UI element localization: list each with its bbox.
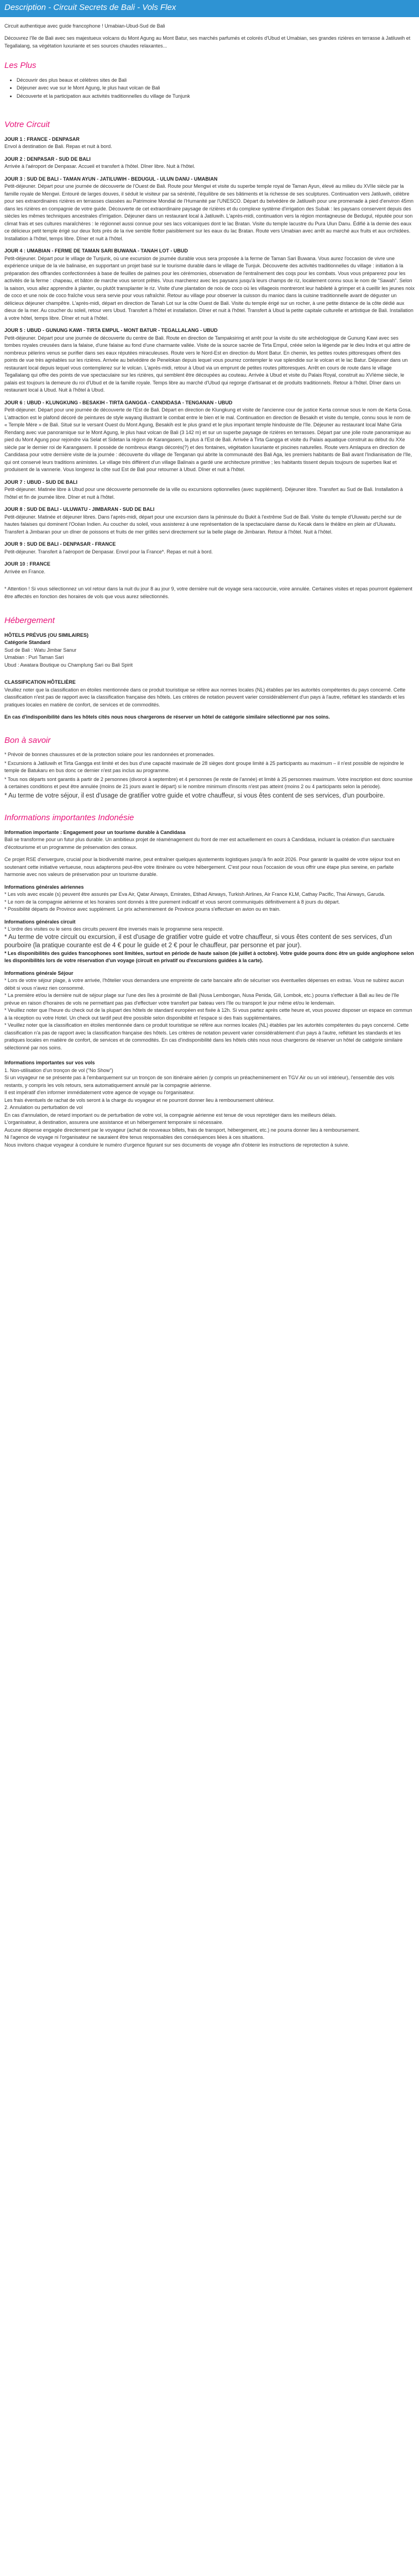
day-title: JOUR 2 : DENPASAR - SUD DE BALI bbox=[4, 156, 91, 162]
day-block bbox=[4, 327, 415, 394]
day-text: Petit-déjeuner. Départ pour une journée de découverte de l'Ouest de Bali. Route pour Mengwi et visite du superbe temple royal de Taman Ayun, élevé au milieu du XVIIe siècle par la famille royale de Mengwi. Entouré de larges douves, il séduit le visiteur par sa sérénité, l'équilibre de ses bâtiments et la richesse de ses sculptures. Continuation vers Jatiluwih, célèbre pour ses extraordinaires rizières en terrasses classées au Patrimoine Mondial de l'Humanité par l'UNESCO. Départ du belvédère de Jatiluwih pour une promenade à pied d'environ 45mn dans les rizières en compagnie de votre guide. Découverte de cet extraordinaire paysage de rizières et du complexe système d'irrigation des Subak : les paysans conservent depuis des siècles les mêmes techniques ancestrales d'irrigation. Déjeuner dans un restaurant local à Jatiluwih. L'après-midi, continuation vers la région montagneuse de Bedugul, réputée pour son climat frais et ses cultures maraîchères : le régionnel aussi connue pour ses lacs volcaniques dont le lac Bratan. Visite du temple lacustre du Pura Ulun Danu. Édifié à la demie des eaux ce délicieux petit temple érigé sur deux îlots près de la rive semble flotter paisiblement sur les eaux du lac Bratan. Route vers Umabian avec arrêt au marché aux fruits et aux orchidées. Installation à l'hôtel, temps libre. Dîner et nuit à l'hôtel. bbox=[4, 183, 414, 241]
day-text: Petit-déjeuner. Départ pour une journée de découverte du centre de Bali. Route en direction de Tampaksiring et arrêt pour la visite du site archéologique de Gunung Kawi avec ses tombes royales creusées dans la falaise, d'une falaise au fond d'une charmante vallée. Visite de la source sacrée de Tirta Empul, créée selon la légende par le dieu Indra et qui attire de nombreux pèlerins venus se purifier dans ses eaux réputées miraculeuses. Route vers le Nord-Est en direction du Mont Batur. En chemin, les petites routes pittoresques offrent des points de vue très agréables sur les rizières. Arrivée au belvédère de Penelokan depuis lequel vous pourrez contempler le vue splendide sur le volcan et le lac Batur. Déjeuner dans un restaurant local depuis lequel vous contemplerez sur le volcan. L'après-midi, retour à Ubud via un emprunt de petites routes pittoresques. Arrêt en cours de route dans le village Tegallalang qui offre des points de vue spectaculaire sur les rizières, qui semblent être découpées au couteau. Arrivée à Ubud et visite du Palais Royal, construit au XVIème siècle, le palais est toujours la demeure du roi d'Ubud et de la famille royale. Temps libre au marché d'Ubud qui regorge d'artisanat et de produits traditionnels. Retour à l'hôtel. Dîner dans un restaurant local à Ubud. Nuit à l'hôtel à Ubud. bbox=[4, 335, 411, 393]
intro-subtitle: Circuit authentique avec guide francophone ! Umabian-Ubud-Sud de Bali bbox=[4, 23, 165, 29]
intro-description: Découvrez l'île de Bali avec ses majestueux volcans du Mont Agung au Mont Batur, ses marchés parfumés et colorés d'Ubud et Umabian, ses grandes rizières en terrasse à Jatiluwih et Tegallalang, sa végétation luxuriante et ses sources chaudes relaxantes... bbox=[4, 35, 411, 49]
day-block bbox=[4, 399, 415, 474]
plus-list bbox=[4, 77, 415, 101]
list-item: • Déjeuner avec vue sur le Mont Agung, le plus haut volcan de Bali bbox=[17, 85, 415, 92]
availability-note-bold: En cas d'indisponibilité dans les hôtels cités nous nous chargerons de réserver un hôtel de catégorie similaire sélectionné par nos soins. bbox=[4, 714, 330, 720]
day-text: Arrivée en France. bbox=[4, 568, 46, 574]
day-text: Arrivée à l'aéroport de Denpasar. Accueil et transfert à l'hôtel. Dîner libre. Nuit à l'hôtel. bbox=[4, 163, 195, 169]
page-title: Description - Circuit Secrets de Bali - Vols Flex bbox=[0, 0, 419, 17]
flight-warning-note: * Attention ! Si vous sélectionnez un vol retour dans la nuit du jour 8 au jour 9, votre dernière nuit de voyage sera raccourcie, voire annulée. Certaines visites et repas pourront également être affectés en fonction des horaires de vols que vous aurez sélectionnés. bbox=[4, 586, 412, 599]
day-title: JOUR 9 : SUD DE BALI - DENPASAR - FRANCE bbox=[4, 541, 116, 547]
day-block bbox=[4, 479, 415, 502]
availability-note bbox=[4, 714, 415, 721]
circuits-tip-text: * Au terme de votre circuit ou excursion, il est d'usage de gratifier votre guide et votre chauffeur, si vous êtes content de ses services, d'un pourboire (la pratique courante est de 4 € pour le guide et 2 € pour le chauffeur, par personne et par jour). bbox=[4, 933, 392, 949]
tip-text: * Excursions à Jatiluwih et Tirta Gangga est limité et des bus d'une capacité maximale de 28 sièges dont groupe limité à 25 participants au maximum – il n'est possible de rejoindre le temple de Batukaru en bus donc ce dernier n'est pas inclus au programme. bbox=[4, 760, 404, 773]
circuits-title: Informations générales circuit bbox=[4, 919, 76, 925]
day-title: JOUR 6 : UBUD - KLUNGKUNG - BESAKIH - TIRTA GANGGA - CANDIDASA - TENGANAN - UBUD bbox=[4, 399, 233, 405]
day-title: JOUR 5 : UBUD - GUNUNG KAWI - TIRTA EMPUL - MONT BATUR - TEGALLALANG - UBUD bbox=[4, 328, 218, 333]
durable-text: Bali se transforme pour un futur plus durable. Un ambitieux projet de réaménagement du front de mer est actuellement en cours à Candidasa, incluant la création d'un sanctuaire d'écotourisme et un programme de préservation des coraux. bbox=[4, 837, 395, 850]
day-block bbox=[4, 561, 415, 576]
hotel-line: Umabian : Puri Taman Sari bbox=[4, 654, 64, 660]
day-title: JOUR 10 : FRANCE bbox=[4, 561, 51, 567]
projet-text: Ce projet RSE d'envergure, crucial pour la biodiversité marine, peut entraîner quelques ajustements logistiques jusqu'à fin août 2026. Pour garantir la qualité de votre séjour tout en soutenant cette initiative vertueuse, nous adapterons peut-être votre itinéraire ou votre hébergement. C'est pour nous l'occasion de vous offrir une étape plus sereine, en parfaite harmonie avec nos valeurs de préservation pour un tourisme durable. bbox=[4, 857, 400, 878]
day-title: JOUR 3 : SUD DE BALI - TAMAN AYUN - JATILUWIH - BEDUGUL - ULUN DANU - UMABIAN bbox=[4, 176, 218, 182]
day-text: Petit-déjeuner. Transfert à l'aéroport de Denpasar. Envol pour la France*. Repas et nuit à bord. bbox=[4, 548, 213, 555]
day-title: JOUR 7 : UBUD - SUD DE BALI bbox=[4, 479, 78, 485]
vols-title: Informations importantes sur vos vols bbox=[4, 1060, 95, 1066]
hotels-category: Catégorie Standard bbox=[4, 640, 51, 645]
hotel-line: Ubud : Awatara Boutique ou Champlung Sari ou Bali Spirit bbox=[4, 662, 133, 668]
section-heading-hebergement: Hébergement bbox=[4, 616, 55, 625]
tip-text: * Au terme de votre séjour, il est d'usage de gratifier votre guide et votre chauffeur, si vous êtes content de ses services, d'un pourboire. bbox=[4, 792, 385, 799]
section-heading-circuit: Votre Circuit bbox=[4, 120, 50, 129]
circuits-guides-note bbox=[4, 950, 415, 965]
hotels-title: HÔTELS PRÉVUS (OU SIMILAIRES) bbox=[4, 632, 89, 638]
day-title: JOUR 1 : FRANCE - DENPASAR bbox=[4, 136, 80, 142]
day-text: Envol à destination de Bali. Repas et nuit à bord. bbox=[4, 144, 112, 149]
sejour-title: Informations générale Séjour bbox=[4, 970, 74, 976]
tip-text: * Tous nos départs sont garantis à partir de 2 personnes (divorcé à septembre) et 4 personnes (le reste de l'année) et limité à 25 personnes maximum. Votre inscription est donc soumise à certaines conditions et peut être annulée (moins de 21 jours avant le départ) si le nombre minimum d'inscrits n'est pas atteint (moins 2 ou 4 participants selon la période). bbox=[4, 776, 413, 789]
day-block bbox=[4, 541, 415, 556]
section-heading-infos: Informations importantes Indonésie bbox=[4, 813, 134, 823]
day-block bbox=[4, 176, 415, 243]
vols-text: 1. Non-utilisation d'un tronçon de vol ("No Show") Si un voyageur ne se présente pas à l'embarquement sur un tronçon de son itinéraire aérien (y compris un préacheminement en TGV Air ou un vol intérieur), l'ensemble des vols restants, y compris les vols retours, sera automatiquement annulé par la compagnie aérienne. Il est impératif d'en informer immédiatement votre agence de voyage ou l'organisateur. Les frais éventuels de rachat de vols seront à la charge du voyageur et ne pourront donner lieu à remboursement ultérieur. 2. Annulation ou perturbation de vol En cas d'annulation, de retard important ou de perturbation de votre vol, la compagnie aérienne est tenue de vous reprotéger dans les meilleurs délais. L'organisateur, à destination, assurera une assistance et un hébergement temporaire si nécessaire. Aucune dépense engagée directement par le voyageur (achat de nouveaux billets, frais de transport, hébergement, etc.) ne pourra donner lieu à remboursement. Ni l'agence de voyage ni l'organisateur ne sauraient être tenus responsables des conséquences liées à ces situations. Nous invitons chaque voyageur à conduire le numéro d'urgence figurant sur ses documents de voyage afin d'obtenir les instructions de reprotection à suivre. bbox=[4, 1067, 395, 1148]
circuits-text: * L'ordre des visites ou le sens des circuits peuvent être inversés mais le programme sera respecté. bbox=[4, 926, 224, 932]
main-content bbox=[0, 23, 419, 1149]
vol-title: Informations générales aériennes bbox=[4, 884, 84, 890]
classification-title: CLASSIFICATION HÔTELIÈRE bbox=[4, 679, 76, 685]
day-block bbox=[4, 247, 415, 322]
sejour-text: * Lors de votre séjour plage, à votre arrivée, l'hôtelier vous demandera une empreinte de carte bancaire afin de sécuriser vos éventuelles dépenses en extras. Vous ne subirez aucun débit si vous n'avez rien consommé. * La première et/ou la dernière nuit de séjour plage sur l'une des îles à proximité de Bali (Nusa Lembongan, Nusa Penida, Gili, Lombok, etc.) pourra s'effectuer à Bali au lieu de l'île prévue en raison d'horaires de vols ne permettant pas pas d'effectuer votre transfert par bateau vers l'île ou transport le jour même et/ou le lendemain. * Veuillez noter que l'heure du check out de la plupart des hôtels de standard européen est fixée à 12h. Si vous partez après cette heure et, vous pouvez disposer un espace en commun à la réception ou votre Hotel. Un check out tardif peut être possible selon disponibilité et l'espace si des frais supplémentaires. * Veuillez noter que la classification en étoiles mentionnée dans ce produit touristique se réfère aux normes locales (NL) établies par les autorités compétentes du pays concerné. Cette classification n'a pas de rapport avec la classification française des hôtels. Les critères de notation peuvent varier considérablement d'un pays à l'autre, reflétant les standards et les pratiques locales en matière de confort, de services et de commodités. En cas d'indisponibilité dans les hôtels cités nous nous chargerons de réserver un hôtel de catégorie similaire sélectionné par nos soins. bbox=[4, 978, 412, 1051]
day-text: Petit-déjeuner. Départ pour le village de Tunjunk, où une excursion de journée durable vous sera proposée à la ferme de Taman Sari Buwana. Vous aurez l'occasion de vivre une expérience unique de la vie balinaise, en supportant un projet basé sur le tourisme durable dans le village de Tunjuk. Découverte des activités traditionnelles du village : initiation à la préparation des offrandes confectionnées à base de feuilles de palmes pour les cérémonies, observation de l'entraînement des coqs pour les combats. Vous vous préparerez pour les activités de la ferme : chapeau, et bâton de marche vous seront prêtés. Vous marcherez avec les paysans jusqu'à leurs champs de riz, localement connu sous le nom de "Sawah". Selon la saison, vous allez apprendre à planter, ou plutôt transplanter le riz. Visite d'une plantation de noix de coco où les villageois montreront leur habileté à grimper et à cueillir les jeunes noix de coco et une noix de coco fraîche vous sera servie pour vous rafraîchir. Retour au village pour observer la cuisson du manioc dans la cuisine traditionnelle avant de déguster un délicieux déjeuner champêtre. L'après-midi, départ en direction de Tanah Lot sur la côte Ouest de Bali. Visite du temple érigé sur un rocher, à une petite distance de la côte dédié aux dieux de la mer. Au coucher du soleil, retour vers Ubud. Transfert à l'hôtel et installation. Dîner et nuit à l'hôtel. Transfert à Ubud la petite capitale culturelle et artistique de Bali. Installation à votre hôtel, temps libre. Dîner et nuit à l'hôtel. bbox=[4, 255, 415, 321]
classification-text: Veuillez noter que la classification en étoiles mentionnée dans ce produit touristique se réfère aux normes locales (NL) établies par les autorités compétentes du pays concerné. Cette classification n'est pas de rapport avec la classification française des hôtels. Les critères de notation peuvent varier considérablement d'un pays à l'autre, reflétant les standards et les pratiques locales en matière de confort, de services et de commodités. bbox=[4, 687, 406, 708]
list-item: • Découverte et la participation aux activités traditionnelles du village de Tunjunk bbox=[17, 93, 415, 101]
section-heading-plus: Les Plus bbox=[4, 61, 36, 70]
day-block bbox=[4, 506, 415, 536]
list-item: • Découvrir des plus beaux et célèbres sites de Bali bbox=[17, 77, 415, 85]
hotel-line: Sud de Bali : Watu Jimbar Sanur bbox=[4, 647, 77, 653]
day-block bbox=[4, 136, 415, 151]
day-title: JOUR 8 : SUD DE BALI - ULUWATU - JIMBARAN - SUD DE BALI bbox=[4, 506, 155, 512]
durable-title: Information importante : Engagement pour un tourisme durable à Candidasa bbox=[4, 829, 186, 835]
day-title: JOUR 4 : UMABIAN - FERME DE TAMAN SARI BUWANA - TANAH LOT - UBUD bbox=[4, 248, 188, 254]
section-heading-bon-a-savoir: Bon à savoir bbox=[4, 735, 51, 745]
vol-text: * Les vols avec escale (s) peuvent être assurés par Eva Air, Qatar Airways, Emirates, Etihad Airways, Turkish Airlines, Air France KLM, Cathay Pacific, Thai Airways, Garuda. * Le nom de la compagnie aérienne et les horaires sont donnés à titre purement indicatif et vous seront communiqués définitivement à 8 jours du départ. * Possibilité départs de Province avec supplément. Le prix acheminement de Province pourra s'effectuer en avion ou en train. bbox=[4, 891, 385, 912]
day-block bbox=[4, 156, 415, 171]
day-text: Petit-déjeuner. Matinée libre à Ubud pour une découverte personnelle de la ville ou excursions optionnelles (avec supplément). Déjeuner libre. Transfert au Sud de Bali. Installation à l'hôtel et fin de journée libre. Dîner et nuit à l'hôtel. bbox=[4, 487, 403, 500]
circuits-guides-note-bold: * Les disponibilités des guides francophones sont limitées, surtout en période de haute saison (de juillet à octobre). Votre guide pourra donc être un guide anglophone selon les disponibilités lors de votre réservation d'un voyage (circuit en privatif ou d'excursions guidées à la carte). bbox=[4, 950, 414, 964]
tip-text: * Prévoir de bonnes chaussures et de la protection solaire pour les randonnées et promenades. bbox=[4, 752, 215, 757]
day-text: Petit-déjeuner. Départ pour une journée de découverte de l'Est de Bali. Départ en direction de Klungkung et visite de l'ancienne cour de justice Kerta connue sous le nom de Kerta Gosa. L'attraction est le plafond décoré de peintures de style wayang illustrant le combat entre le bien et le mal. Continuation en direction de Besakih et visite du temple, connu sous le nom de « Temple Mère » de Bali. Situé sur le versant Ouest du Mont Agung, Besakih est le plus grand et le plus important temple hindouiste de l'île. Déjeuner au restaurant local Mahe Giria Rendang avec vue panoramique sur le Mont Agung, le plus haut volcan de Bali (3 142 m) et sur un superbe paysage de rizières en terrasses. Départ par une jolie route panoramique au pied du Mont Agung pour rejoindre via Selat et Sidetan la région de Karangasem, la plus à l'Est de Bali. Arrivée à Tirta Gangga et visite du Palais aquatique construit au début du XXe siècle par le dernier roi de Karangasem. Il possède de nombreux étangs décorés(?) et des fontaines, végétation luxuriante et piscines naturelles. Route vers Amlapura en direction de Candidasa pour votre dernière visite de la journée : découverte du village de Tenganan qui abrite la communauté des Bali Aga, les premiers habitants de Bali avant l'Indianisation de l'île, qui ont conservé leurs traditions animistes. Le village très différent d'un village Balinais a gardé une architecture primitive ; les habitants tissent depuis toujours de superbes Ikat et produisent de la vannerie. Vous longerez la côte sud Est de Bali pour retourner à Ubud. Dîner et nuit à l'hôtel. bbox=[4, 407, 412, 472]
day-text: Petit-déjeuner. Matinée et déjeuner libres. Dans l'après-midi, départ pour une excursion dans la péninsule du Bukit à l'extrême Sud de Bali. Visite du temple d'Uluwatu perché sur de hautes falaises qui dominent l'Océan Indien. Au coucher du soleil, vous assisterez à une représentation de la spectaculaire danse du Kecak dans le théâtre en plein air d'Uluwatu. Transfert à Jimbaran pour un dîner de poissons et fruits de mer grillés servi directement sur la belle plage de Jimbaran. Retour à l'hôtel. Nuit à l'hôtel. bbox=[4, 514, 402, 535]
